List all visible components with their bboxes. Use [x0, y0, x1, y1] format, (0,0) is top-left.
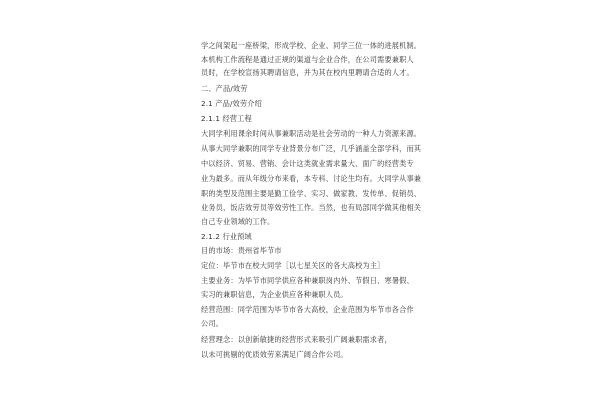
paragraph-line: 主要业务：为毕节市同学供应各种兼职岗内外、节假日、寒暑假、 [201, 276, 414, 285]
paragraph-line: 从事大同学兼职的同学专业背景分布广泛，几乎涵盖全部学科，而其 [201, 144, 422, 153]
paragraph-line: 定位：毕节市在校大同学［以七星关区的各大高校为主］ [201, 261, 385, 270]
paragraph-line: 本机构工作流程是通过正规的渠道与企业合作，在公司需要兼职人 [201, 55, 414, 64]
paragraph-line: 大同学利用课余时间从事兼职活动是社会劳动的一种人力资源来源。 [201, 129, 422, 138]
paragraph-line: 业务员、饭店效劳员等效劳性工作。当然，也有局部同学做其他相关 [201, 203, 422, 212]
paragraph-line: 员时，在学校宣扬其聘请信息，并为其在校内里聘请合适的人才。 [201, 68, 414, 77]
paragraph-line: 中以经济、贸易、营销、会计这类就业需求量大、面广的经营类专 [201, 159, 414, 168]
subsubsection-heading: 2.1.2 行业预域 [201, 232, 252, 241]
paragraph-line: 经营范围：同学范围为毕节市各大高校，企业范围为毕节市各合作 [201, 305, 414, 314]
paragraph-line: 实习的兼职信息，为企业供应各种兼职人员。 [201, 290, 348, 299]
paragraph-line: 经营理念：以创新敏捷的经营形式来吸引广阔兼职需求者， [201, 335, 392, 344]
paragraph-line: 业为最多。而从年级分布来看，本专科、讨论生均有。大同学从事兼 [201, 174, 422, 183]
subsubsection-heading: 2.1.1 经营工程 [201, 114, 252, 123]
paragraph-line: 职的类型及范围主要是勤工俭学、实习、做家教、发传单、促销员、 [201, 189, 422, 198]
paragraph-line: 公司。 [201, 319, 224, 328]
paragraph-line: 自己专业领域的工作。 [201, 217, 275, 226]
paragraph-line: 以未可挑剔的优质效劳来满足广阔合作公司。 [201, 350, 348, 359]
paragraph-line: 目的市场：贵州省毕节市 [201, 246, 282, 255]
subsection-heading: 2.1 产品/效劳介绍 [201, 99, 262, 108]
section-heading: 二、产品/效劳 [201, 84, 248, 93]
paragraph-line: 学之间架起一座桥梁，形成学校、企业、同学三位一体的进展机制。 [201, 41, 422, 50]
